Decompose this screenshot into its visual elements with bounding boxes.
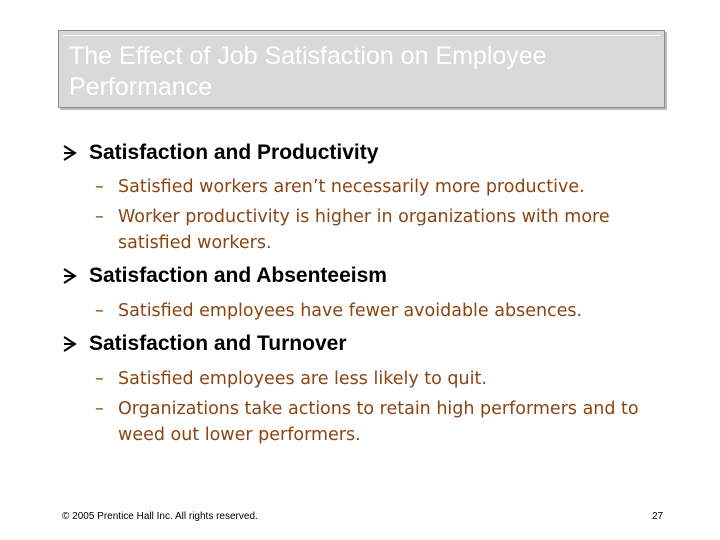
arrow-bullet-icon	[62, 137, 82, 169]
footer-page-number: 27	[652, 511, 664, 522]
bullet-text: Organizations take actions to retain high performers and to weed out lower performers.	[118, 399, 639, 445]
bullet-text: Worker productivity is higher in organizations with more satisfied workers.	[118, 207, 610, 253]
section-heading: Satisfaction and Absenteeism	[89, 264, 387, 287]
arrow-bullet-icon	[62, 260, 82, 292]
list-item	[62, 174, 662, 200]
slide-title: The Effect of Job Satisfaction on Employee Performance	[69, 42, 547, 101]
bullet-text: Satisfied employees are less likely to quit.	[118, 369, 487, 389]
bullet-dash: –	[95, 177, 104, 197]
list-item	[62, 204, 662, 256]
section-heading-row	[62, 137, 662, 169]
section-turnover	[62, 328, 662, 448]
arrow-bullet-icon	[62, 328, 82, 360]
bullet-list	[62, 174, 662, 256]
section-heading-row	[62, 328, 662, 360]
footer-copyright: © 2005 Prentice Hall Inc. All rights reserved.	[62, 511, 258, 522]
section-heading: Satisfaction and Productivity	[89, 141, 379, 164]
bullet-dash: –	[95, 369, 104, 389]
bullet-list	[62, 366, 662, 448]
bullet-text: Satisfied workers aren’t necessarily more productive.	[118, 177, 585, 197]
bullet-list	[62, 298, 662, 324]
bullet-text: Satisfied employees have fewer avoidable absences.	[118, 301, 583, 321]
section-absenteeism	[62, 260, 662, 324]
bullet-dash: –	[95, 399, 104, 419]
list-item	[62, 396, 662, 448]
list-item	[62, 298, 662, 324]
title-box-highlight	[63, 35, 660, 36]
title-box	[58, 30, 665, 108]
section-heading-row	[62, 260, 662, 292]
bullet-dash: –	[95, 207, 104, 227]
section-productivity	[62, 137, 662, 256]
slide-content	[62, 137, 662, 448]
list-item	[62, 366, 662, 392]
section-heading: Satisfaction and Turnover	[89, 332, 347, 355]
bullet-dash: –	[95, 301, 104, 321]
